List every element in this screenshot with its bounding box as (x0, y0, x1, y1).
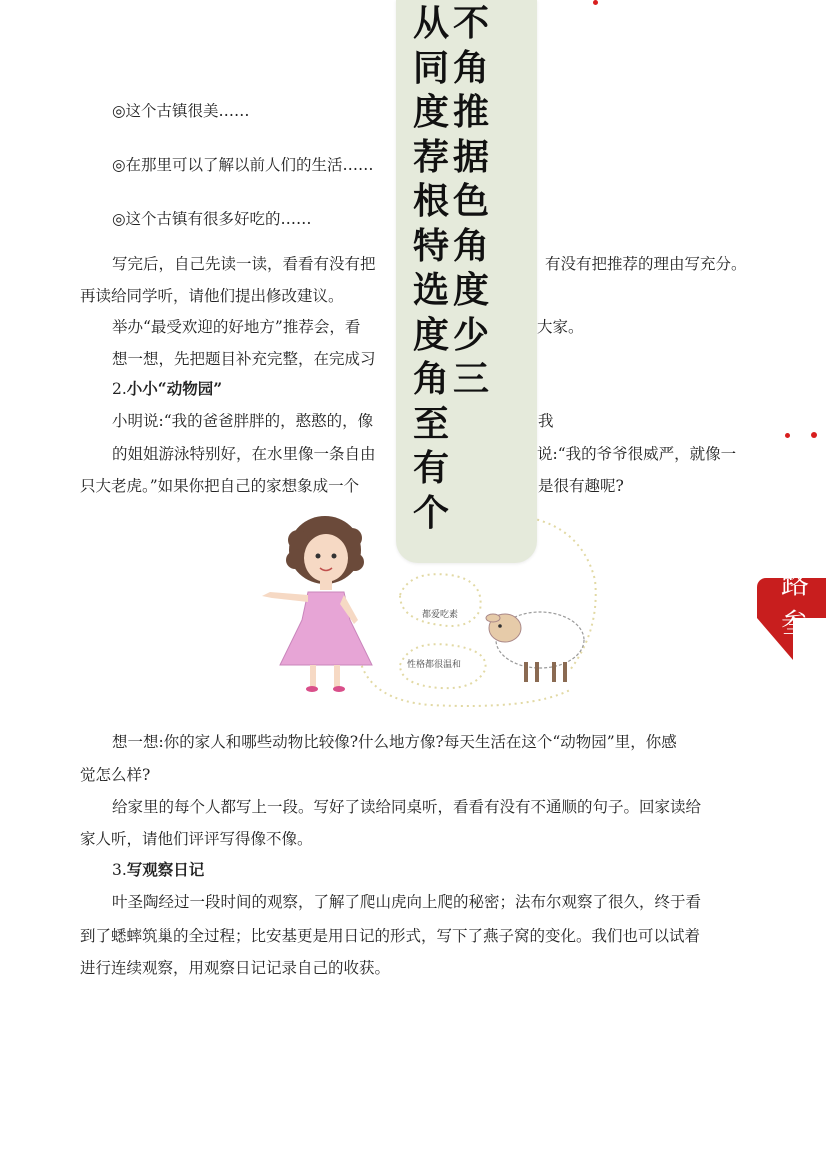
panel-column-right: 不角推据色角度少三 (452, 3, 489, 400)
para4-line3-left: 只大老虎。”如果你把自己的家想象成一个 (80, 477, 360, 495)
side-tab-char-2: 叁 (781, 607, 810, 640)
section2-heading (112, 379, 222, 399)
bubble-label-1: 都爱吃素 (422, 610, 459, 620)
para4-line3-right: 是很有趣呢? (538, 477, 624, 495)
section3-title: 写观察日记 (126, 860, 205, 879)
bullet-1: ◎这个古镇很美…… (112, 102, 250, 120)
para4-line1-right: 我 (538, 412, 554, 430)
sheep-figure (486, 612, 584, 682)
para4-line2-left: 的姐姐游泳特别好，在水里像一条自由 (112, 445, 376, 463)
para1-line1-left: 写完后，自己先读一读，看看有没有把 (112, 255, 376, 273)
para7-line1: 叶圣陶经过一段时间的观察，了解了爬山虎向上爬的秘密；法布尔观察了很久，终于看 (112, 893, 702, 911)
para7-line3: 进行连续观察，用观察日记记录自己的收获。 (80, 959, 391, 977)
para4-line1-left: 小明说:“我的爸爸胖胖的，憨憨的，像 (112, 412, 374, 430)
para2-left: 举办“最受欢迎的好地方”推荐会，看 (112, 318, 361, 336)
bubble-label-2: 性格都很温和 (407, 660, 462, 670)
para4-line2-right: 说:“我的爷爷很威严，就像一 (537, 445, 737, 463)
side-tab-char-1: 路 (781, 567, 810, 600)
para5-line2: 觉怎么样? (80, 766, 151, 784)
section2-title: 小小“动物园” (126, 379, 223, 398)
bullet-2: ◎在那里可以了解以前人们的生活…… (112, 156, 374, 174)
para6-line1: 给家里的每个人都写上一段。写好了读给同桌听，看看有没有不通顺的句子。回家读给 (112, 798, 702, 816)
para5-line1: 想一想:你的家人和哪些动物比较像?什么地方像?每天生活在这个“动物园”里，你感 (112, 733, 677, 751)
para6-line2: 家人听，请他们评评写得像不像。 (80, 830, 313, 848)
decor-dot (811, 432, 817, 438)
panel-column-left: 从同度荐根特选度角至有个 (412, 3, 449, 534)
section2-number: 2. (112, 380, 127, 398)
para7-line2: 到了蟋蟀筑巢的全过程；比安基更是用日记的形式，写下了燕子窝的变化。我们也可以试着 (80, 927, 701, 945)
para3: 想一想，先把题目补充完整，在完成习 (112, 350, 376, 368)
para2-right: 大家。 (537, 318, 584, 336)
girl-figure (262, 516, 372, 692)
para1-line1-right: 有没有把推荐的理由写充分。 (545, 255, 747, 273)
sticky-note-panel (396, 0, 537, 563)
section3-number: 3. (112, 861, 127, 879)
section3-heading (112, 860, 204, 880)
para1-line2: 再读给同学听，请他们提出修改建议。 (80, 287, 344, 305)
decor-dot (785, 433, 790, 438)
bullet-3: ◎这个古镇有很多好吃的…… (112, 210, 312, 228)
decor-dot (593, 0, 598, 5)
